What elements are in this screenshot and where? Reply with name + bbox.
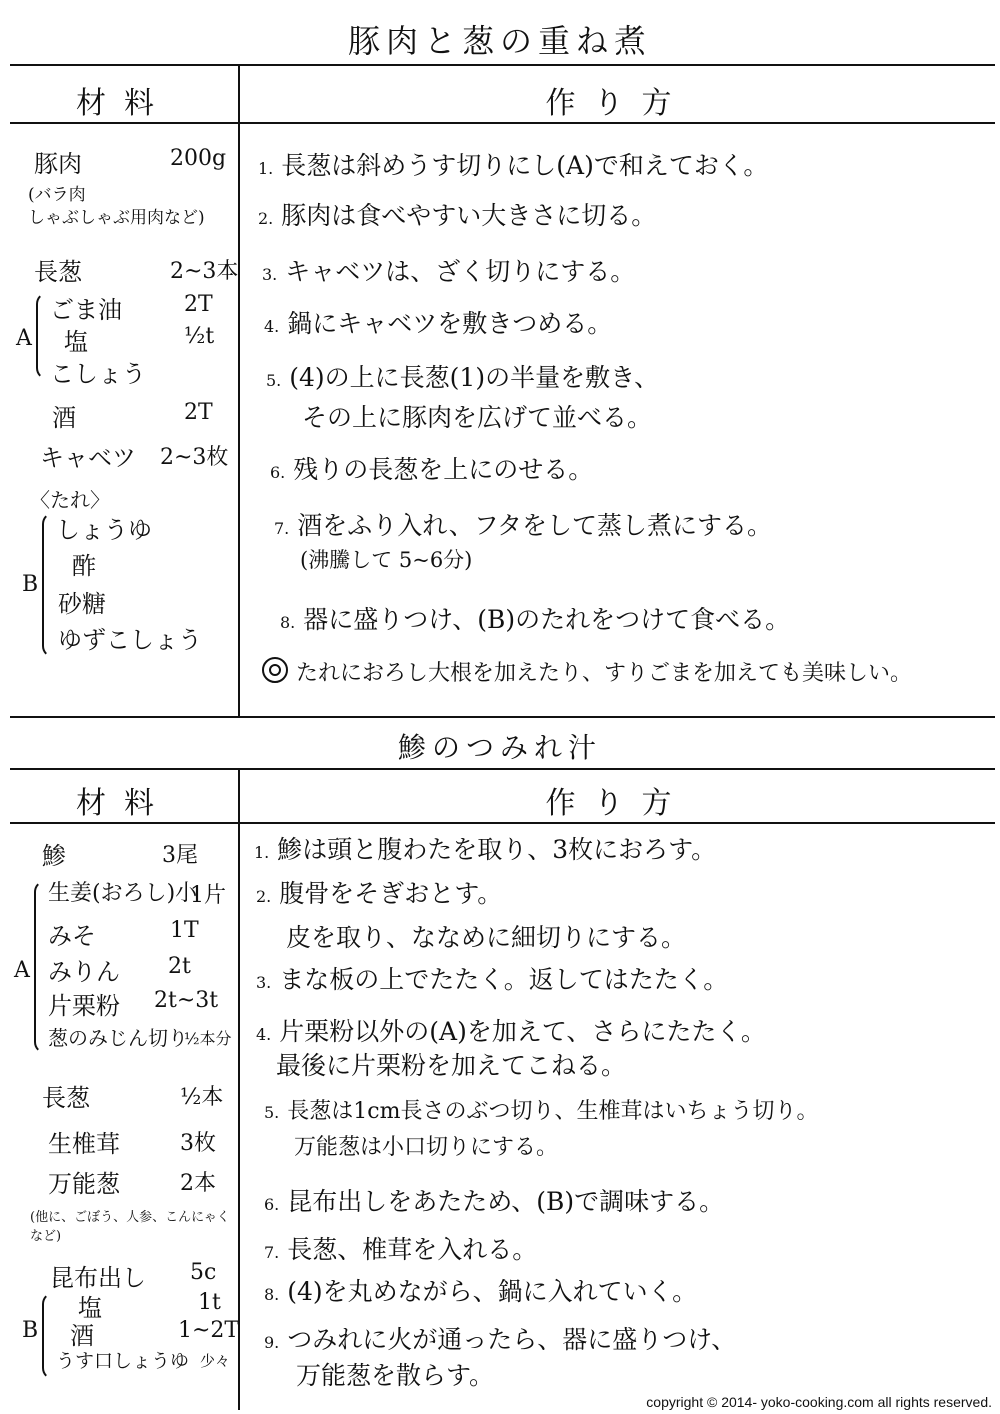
divider — [10, 716, 995, 718]
step-number: 6. — [264, 1195, 280, 1214]
step-number: 7. — [274, 519, 290, 538]
recipe1-ingredients-header: 材料 — [76, 86, 172, 121]
tip-note — [262, 656, 912, 687]
step-number: 3. — [262, 265, 278, 284]
step — [264, 304, 612, 340]
step-text: 片栗粉以外の(A)を加えて、さらにたたく。 — [279, 1017, 766, 1046]
step-text: 万能葱は小口切りにする。 — [294, 1135, 559, 1160]
ingredient-note: (バラ肉 — [28, 185, 86, 205]
divider — [10, 122, 995, 124]
step — [262, 252, 635, 288]
step — [256, 874, 502, 910]
step-number: 9. — [264, 1333, 280, 1352]
step — [254, 830, 716, 866]
ingredient-qty: 少々 — [200, 1352, 231, 1370]
ingredient-note: しゃぶしゃぶ用肉など) — [28, 208, 205, 228]
step — [256, 960, 728, 996]
ingredient-qty: 2~3枚 — [160, 445, 229, 470]
step-text: その上に豚肉を広げて並べる。 — [302, 403, 653, 432]
brace — [34, 880, 46, 1054]
ingredient-qty: 1T — [170, 918, 199, 943]
recipe2-method-header: 作り方 — [545, 786, 690, 821]
ingredient-name: 豚肉 — [34, 150, 82, 178]
step — [264, 1320, 736, 1356]
ingredient-name: ゆずこしょう — [58, 626, 202, 654]
step-number: 5. — [264, 1103, 280, 1122]
recipe1-method-header: 作り方 — [545, 86, 690, 121]
ingredient-qty: 5c — [190, 1260, 217, 1285]
ingredient-name: 長葱 — [42, 1084, 90, 1112]
ingredient-name: 酢 — [72, 552, 96, 580]
step-text: 皮を取り、ななめに細切りにする。 — [286, 923, 687, 952]
ingredient-name: 万能葱 — [48, 1170, 120, 1198]
recipe2-title: 鯵のつみれ汁 — [397, 731, 602, 764]
step-text: 長葱は1cm長さのぶつ切り、生椎茸はいちょう切り。 — [287, 1099, 819, 1124]
step — [266, 358, 659, 394]
step — [264, 1230, 537, 1266]
ingredient-name: しょうゆ — [56, 516, 152, 544]
recipe2-ingredients-header: 材料 — [76, 786, 172, 821]
step-text: 万能葱を散らす。 — [296, 1361, 495, 1390]
step-number: 5. — [266, 371, 282, 390]
step — [258, 146, 768, 182]
ingredient-name: キャベツ — [40, 444, 136, 472]
ingredient-qty: ½本分 — [184, 1029, 232, 1048]
step-continuation — [296, 1356, 494, 1392]
step-number: 1. — [254, 843, 270, 862]
divider — [10, 768, 995, 770]
step-text: 鯵は頭と腹わたを取り、3枚におろす。 — [277, 835, 717, 864]
step-continuation — [302, 398, 652, 434]
step-text: (沸騰して 5~6分) — [300, 548, 473, 572]
step — [256, 1012, 766, 1048]
step-text: 器に盛りつけ、(B)のたれをつけて食べる。 — [303, 605, 791, 634]
ingredient-qty: 2t~3t — [154, 988, 219, 1013]
ingredient-qty: 1~2T — [178, 1318, 240, 1343]
step-continuation — [276, 1046, 626, 1082]
ingredient-name: 砂糖 — [58, 590, 106, 618]
brace — [36, 292, 48, 380]
ingredient-name: 酒 — [52, 404, 76, 432]
step-text: まな板の上でたたく。返してはたたく。 — [279, 965, 729, 994]
column-divider — [238, 64, 240, 716]
ingredient-note: (他に、ごぼう、人参、こんにゃくなど) — [30, 1210, 230, 1244]
step — [264, 1094, 818, 1125]
step-continuation — [294, 1130, 558, 1161]
ingredient-name: みそ — [48, 922, 96, 950]
step-continuation — [300, 544, 472, 574]
step-text: (4)を丸めながら、鍋に入れていく。 — [287, 1277, 698, 1306]
ingredient-qty: 2本 — [180, 1171, 216, 1196]
ingredient-qty: 200g — [170, 146, 227, 171]
ingredient-name: 昆布出し — [50, 1264, 146, 1292]
ingredient-qty: 2t — [168, 954, 191, 979]
step-number: 6. — [270, 463, 286, 482]
ingredient-name: ごま油 — [50, 296, 122, 324]
step-text: 残りの長葱を上にのせる。 — [293, 455, 594, 484]
step-number: 2. — [258, 209, 274, 228]
ingredient-name: こしょう — [50, 360, 146, 388]
brace — [42, 1292, 54, 1380]
ingredient-name: 塩 — [64, 328, 88, 356]
ingredient-qty: 2~3本 — [170, 259, 239, 284]
step-text: 豚肉は食べやすい大きさに切る。 — [281, 201, 657, 230]
step-continuation — [286, 918, 686, 954]
step-number: 8. — [264, 1285, 280, 1304]
ingredient-name: 生椎茸 — [48, 1130, 120, 1158]
ingredient-qty: ½t — [184, 324, 215, 349]
ingredient-name: 塩 — [78, 1294, 102, 1322]
step-number: 2. — [256, 887, 272, 906]
step-number: 7. — [264, 1243, 280, 1262]
step-number: 8. — [280, 613, 296, 632]
copyright-notice: copyright © 2014- yoko-cooking.com all rights reserved. — [646, 1394, 992, 1410]
step — [264, 1182, 724, 1218]
ingredient-name: みりん — [48, 958, 120, 986]
group-a-label: A — [14, 958, 30, 983]
tip-text: たれにおろし大根を加えたり、すりごまを加えても美味しい。 — [296, 661, 913, 686]
step-text: (4)の上に長葱(1)の半量を敷き、 — [289, 363, 660, 392]
ingredient-qty: 2T — [184, 400, 213, 425]
double-circle-icon — [262, 657, 288, 683]
group-b-label: B — [22, 1318, 39, 1343]
step-text: 昆布出しをあたため、(B)で調味する。 — [287, 1187, 725, 1216]
ingredient-qty: 3枚 — [180, 1131, 216, 1156]
step-text: 長葱は斜めうす切りにし(A)で和えておく。 — [281, 151, 769, 180]
ingredient-name: 生姜(おろし)小 — [48, 881, 198, 906]
step-text: 酒をふり入れ、フタをして蒸し煮にする。 — [297, 511, 773, 540]
step-number: 4. — [264, 317, 280, 336]
ingredient-name: 葱のみじん切り — [48, 1026, 188, 1050]
ingredient-name: 片栗粉 — [48, 992, 120, 1020]
group-a-label: A — [16, 326, 32, 351]
ingredient-name: 鯵 — [42, 842, 66, 870]
ingredient-name: うす口しょうゆ — [56, 1350, 190, 1372]
step-text: 鍋にキャベツを敷きつめる。 — [287, 309, 613, 338]
divider — [10, 822, 995, 824]
step-text: 長葱、椎茸を入れる。 — [287, 1235, 538, 1264]
column-divider — [238, 768, 240, 1410]
group-b-label: B — [22, 572, 39, 597]
step-text: 最後に片栗粉を加えてこねる。 — [276, 1051, 627, 1080]
ingredient-name: 酒 — [70, 1322, 94, 1350]
step-number: 3. — [256, 973, 272, 992]
ingredient-qty: 3尾 — [162, 843, 198, 868]
step — [264, 1272, 697, 1308]
step — [270, 450, 593, 486]
ingredient-qty: 1t — [198, 1290, 221, 1315]
sauce-heading: 〈たれ〉 — [30, 488, 110, 512]
step-number: 4. — [256, 1025, 272, 1044]
ingredient-qty: 1片 — [190, 883, 226, 908]
ingredient-name: 長葱 — [34, 258, 82, 286]
step-text: 腹骨をそぎおとす。 — [279, 879, 503, 908]
recipe1-title: 豚肉と葱の重ね煮 — [347, 22, 652, 60]
step-text: つみれに火が通ったら、器に盛りつけ、 — [287, 1325, 737, 1354]
step-text: キャベツは、ざく切りにする。 — [285, 257, 636, 286]
step-number: 1. — [258, 159, 274, 178]
ingredient-qty: 2T — [184, 292, 213, 317]
ingredient-qty: ½本 — [180, 1085, 224, 1110]
step — [274, 506, 772, 542]
step — [280, 600, 790, 636]
brace — [42, 512, 54, 658]
step — [258, 196, 656, 232]
divider — [10, 64, 995, 66]
